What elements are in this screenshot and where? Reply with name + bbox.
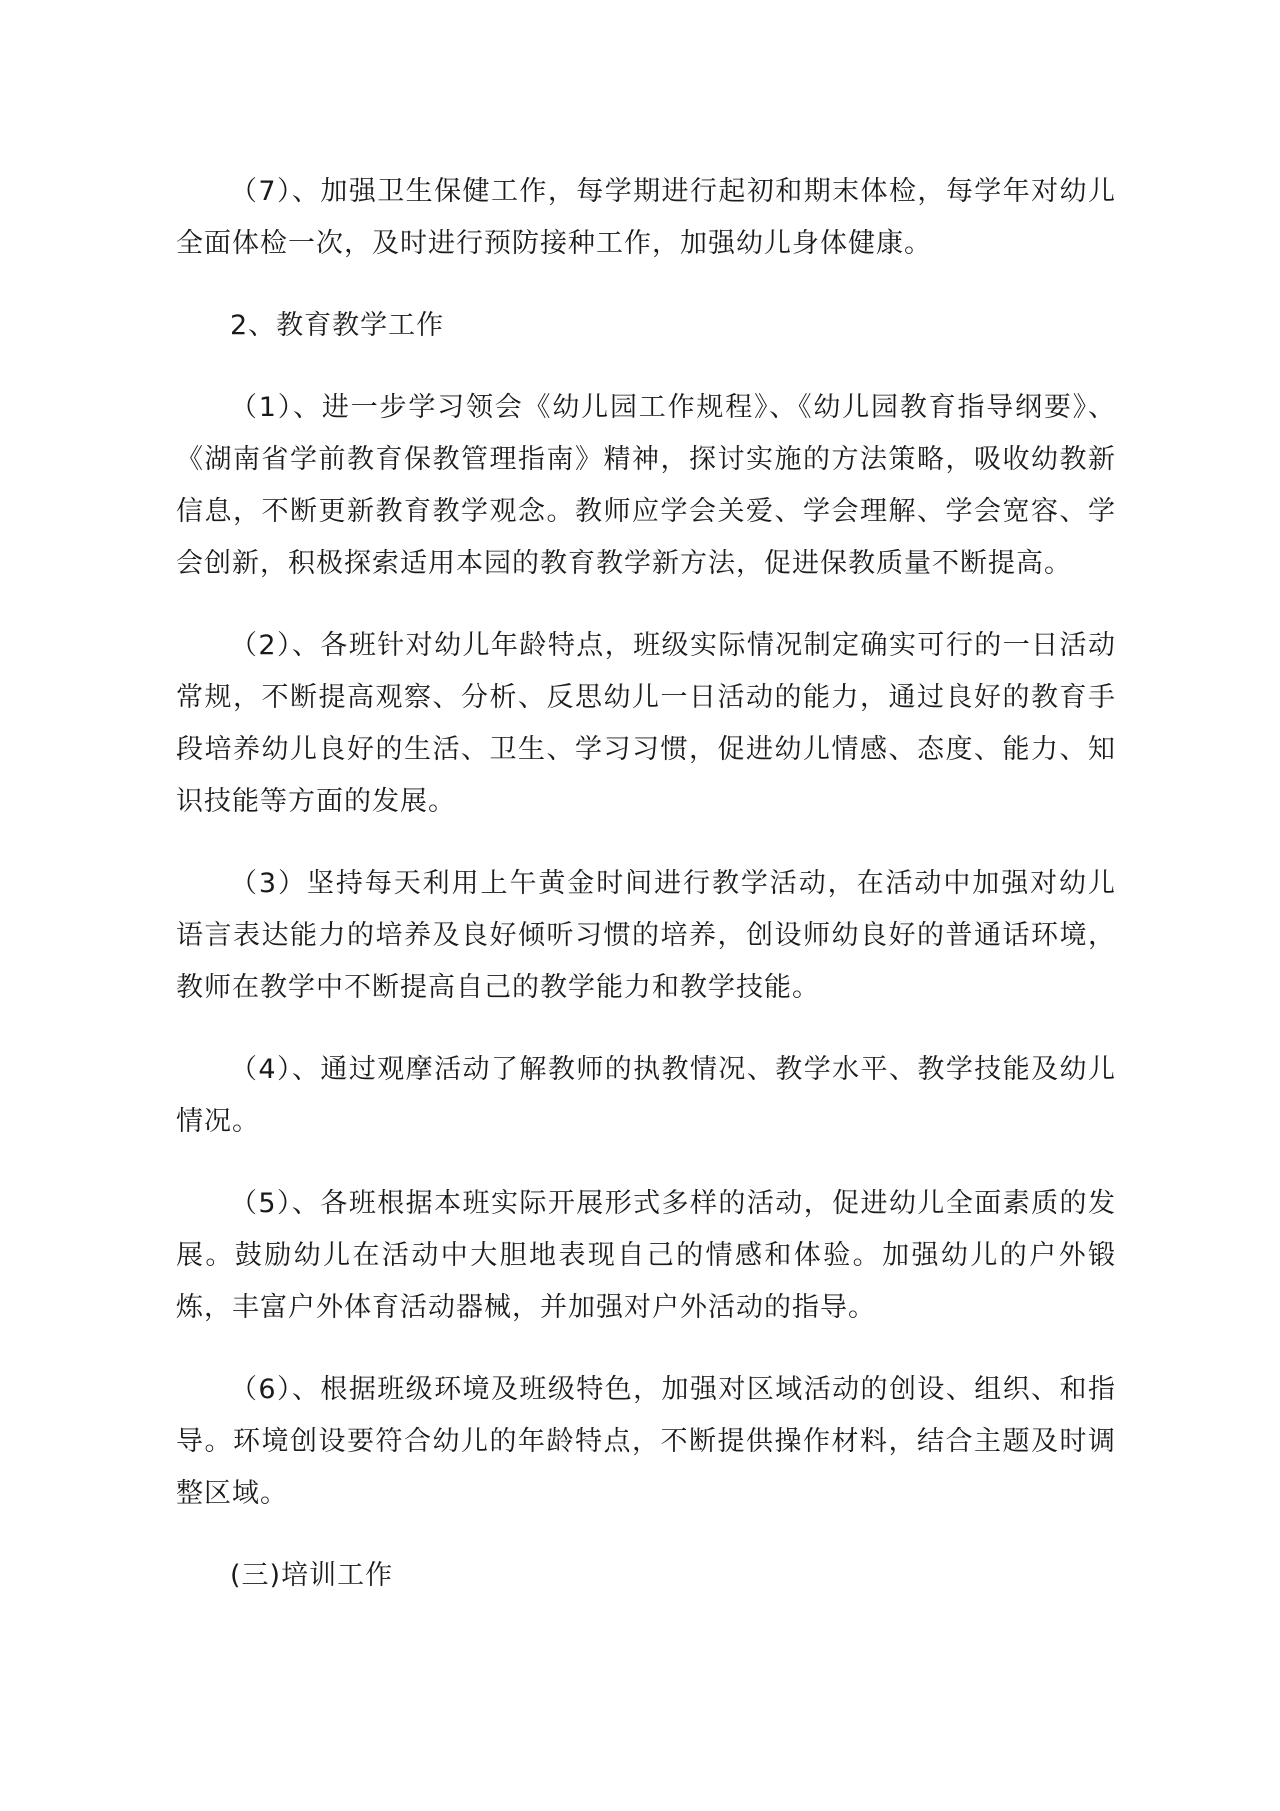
document-page xyxy=(176,166,1116,1632)
paragraph-item-2: （2）、各班针对幼儿年龄特点，班级实际情况制定确实可行的一日活动常规，不断提高观察、分析、反思幼儿一日活动的能力，通过良好的教育手段培养幼儿良好的生活、卫生、学习习惯，促进幼儿情感、态度、能力、知识技能等方面的发展。 xyxy=(176,630,1116,817)
section-heading-training: (三)培训工作 xyxy=(230,1560,394,1591)
paragraph-item-5: （5）、各班根据本班实际开展形式多样的活动，促进幼儿全面素质的发展。鼓励幼儿在活动中大胆地表现自己的情感和体验。加强幼儿的户外锻炼，丰富户外体育活动器械，并加强对户外活动的指导。 xyxy=(176,1188,1116,1323)
paragraph-item-4: （4）、通过观摩活动了解教师的执教情况、教学水平、教学技能及幼儿情况。 xyxy=(176,1054,1116,1137)
paragraph-item-1: （1）、进一步学习领会《幼儿园工作规程》、《幼儿园教育指导纲要》、《湖南省学前教育保教管理指南》精神，探讨实施的方法策略，吸收幼教新信息，不断更新教育教学观念。教师应学会关爱、学会理解、学会宽容、学会创新，积极探索适用本园的教育教学新方法，促进保教质量不断提高。 xyxy=(176,392,1116,579)
paragraph-item-3: （3）坚持每天利用上午黄金时间进行教学活动，在活动中加强对幼儿语言表达能力的培养及良好倾听习惯的培养，创设师幼良好的普通话环境，教师在教学中不断提高自己的教学能力和教学技能。 xyxy=(176,868,1116,1003)
section-heading-education: 2、教育教学工作 xyxy=(230,310,445,341)
paragraph-health-care: （7）、加强卫生保健工作，每学期进行起初和期末体检，每学年对幼儿全面体检一次，及时进行预防接种工作，加强幼儿身体健康。 xyxy=(176,176,1116,259)
paragraph-item-6: （6）、根据班级环境及班级特色，加强对区域活动的创设、组织、和指导。环境创设要符合幼儿的年龄特点，不断提供操作材料，结合主题及时调整区域。 xyxy=(176,1374,1116,1509)
